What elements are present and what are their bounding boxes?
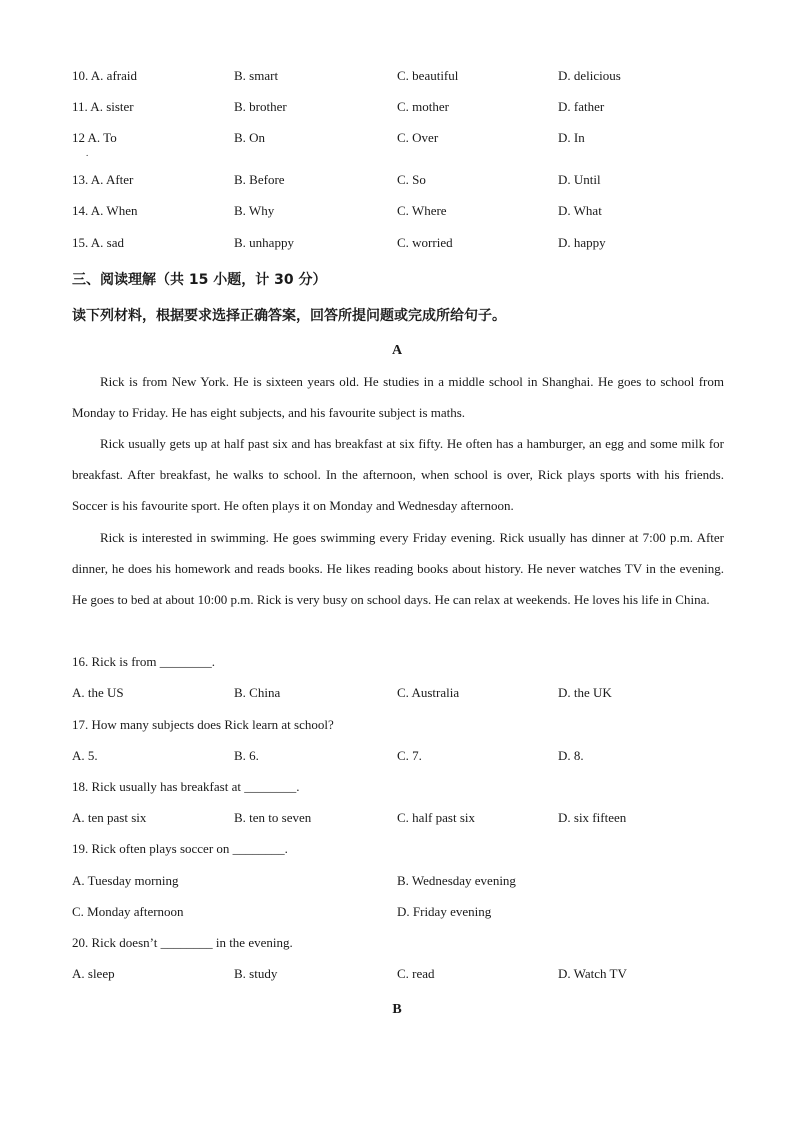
- option-a[interactable]: A. the US: [72, 685, 124, 700]
- option-c[interactable]: C. 7.: [397, 748, 422, 763]
- option-c: C. Where: [397, 203, 447, 218]
- option-a: 14. A. When: [72, 203, 138, 218]
- option-a: 15. A. sad: [72, 235, 124, 250]
- question-stem: 17. How many subjects does Rick learn at school?: [72, 717, 334, 732]
- option-b[interactable]: B. study: [234, 966, 278, 981]
- option-c: C. worried: [397, 235, 453, 250]
- option-row: [0, 233, 794, 253]
- option-row: [0, 201, 794, 221]
- option-c: C. mother: [397, 99, 449, 114]
- option-b[interactable]: B. ten to seven: [234, 810, 312, 825]
- option-a: 11. A. sister: [72, 99, 134, 114]
- option-row: [0, 964, 794, 984]
- option-d[interactable]: D. six fifteen: [558, 810, 627, 825]
- option-d: D. Until: [558, 172, 601, 187]
- option-b: B. On: [234, 130, 266, 145]
- question-stem: 20. Rick doesn’t ________ in the evening.: [72, 935, 293, 950]
- option-b: B. unhappy: [234, 235, 294, 250]
- option-d: D. delicious: [558, 68, 621, 83]
- option-row: [0, 683, 794, 703]
- option-b[interactable]: B. Wednesday evening: [397, 873, 516, 888]
- stray-dot-mark: .: [86, 148, 89, 158]
- option-b: B. Why: [234, 203, 275, 218]
- option-row: [0, 808, 794, 828]
- option-a: 12 A. To: [72, 130, 117, 145]
- passage-label-a: A: [391, 343, 403, 358]
- option-a[interactable]: A. 5.: [72, 748, 98, 763]
- option-c: C. So: [397, 172, 426, 187]
- option-d: D. father: [558, 99, 605, 114]
- option-row: [0, 97, 794, 117]
- option-d: D. What: [558, 203, 602, 218]
- option-b: B. smart: [234, 68, 279, 83]
- option-d[interactable]: D. Friday evening: [397, 904, 492, 919]
- option-a: 10. A. afraid: [72, 68, 137, 83]
- option-d: D. In: [558, 130, 585, 145]
- question-stem: 18. Rick usually has breakfast at ________.: [72, 779, 300, 794]
- option-c[interactable]: C. read: [397, 966, 435, 981]
- section-title: 三、阅读理解（共 15 小题，计 30 分）: [72, 272, 327, 288]
- option-a[interactable]: A. Tuesday morning: [72, 873, 179, 888]
- option-c[interactable]: C. Monday afternoon: [72, 904, 184, 919]
- option-row: [0, 170, 794, 190]
- option-a[interactable]: A. sleep: [72, 966, 115, 981]
- passage-paragraph: Rick usually gets up at half past six and has breakfast at six fifty. He often has a hamburger, an egg and some milk for breakfast. After breakfast, he walks to school. In the afternoon, when school is over, Rick plays sports with his friends. Soccer is his favourite sport. He often plays it on Monday and Wednesday afternoon.: [72, 436, 724, 514]
- option-b[interactable]: B. 6.: [234, 748, 259, 763]
- option-d[interactable]: D. 8.: [558, 748, 584, 763]
- question-stem: 19. Rick often plays soccer on ________.: [72, 841, 288, 856]
- option-b[interactable]: B. China: [234, 685, 281, 700]
- passage-label-b: B: [392, 1002, 402, 1017]
- passage-paragraph: Rick is from New York. He is sixteen years old. He studies in a middle school in Shanghai. He goes to school from Monday to Friday. He has eight subjects, and his favourite subject is maths.: [72, 374, 724, 421]
- option-c[interactable]: C. Australia: [397, 685, 460, 700]
- option-c[interactable]: C. half past six: [397, 810, 475, 825]
- option-row: [0, 128, 794, 148]
- option-c: C. beautiful: [397, 68, 459, 83]
- option-a[interactable]: A. ten past six: [72, 810, 147, 825]
- question-stem: 16. Rick is from ________.: [72, 654, 215, 669]
- option-row: [0, 746, 794, 766]
- option-d: D. happy: [558, 235, 606, 250]
- option-b: B. brother: [234, 99, 287, 114]
- option-c: C. Over: [397, 130, 439, 145]
- option-d[interactable]: D. the UK: [558, 685, 612, 700]
- option-row: [0, 66, 794, 86]
- option-row: [0, 902, 794, 922]
- option-d[interactable]: D. Watch TV: [558, 966, 627, 981]
- section-instruction: 读下列材料，根据要求选择正确答案，回答所提问题或完成所给句子。: [72, 308, 506, 324]
- option-a: 13. A. After: [72, 172, 134, 187]
- passage-paragraph: Rick is interested in swimming. He goes swimming every Friday evening. Rick usually has dinner at 7:00 p.m. After dinner, he does his homework and reads books. He likes reading books about history. He never watches TV in the evening. He goes to bed at about 10:00 p.m. Rick is very busy on school days. He can relax at weekends. He loves his life in China.: [72, 530, 724, 608]
- option-b: B. Before: [234, 172, 285, 187]
- option-row: [0, 871, 794, 891]
